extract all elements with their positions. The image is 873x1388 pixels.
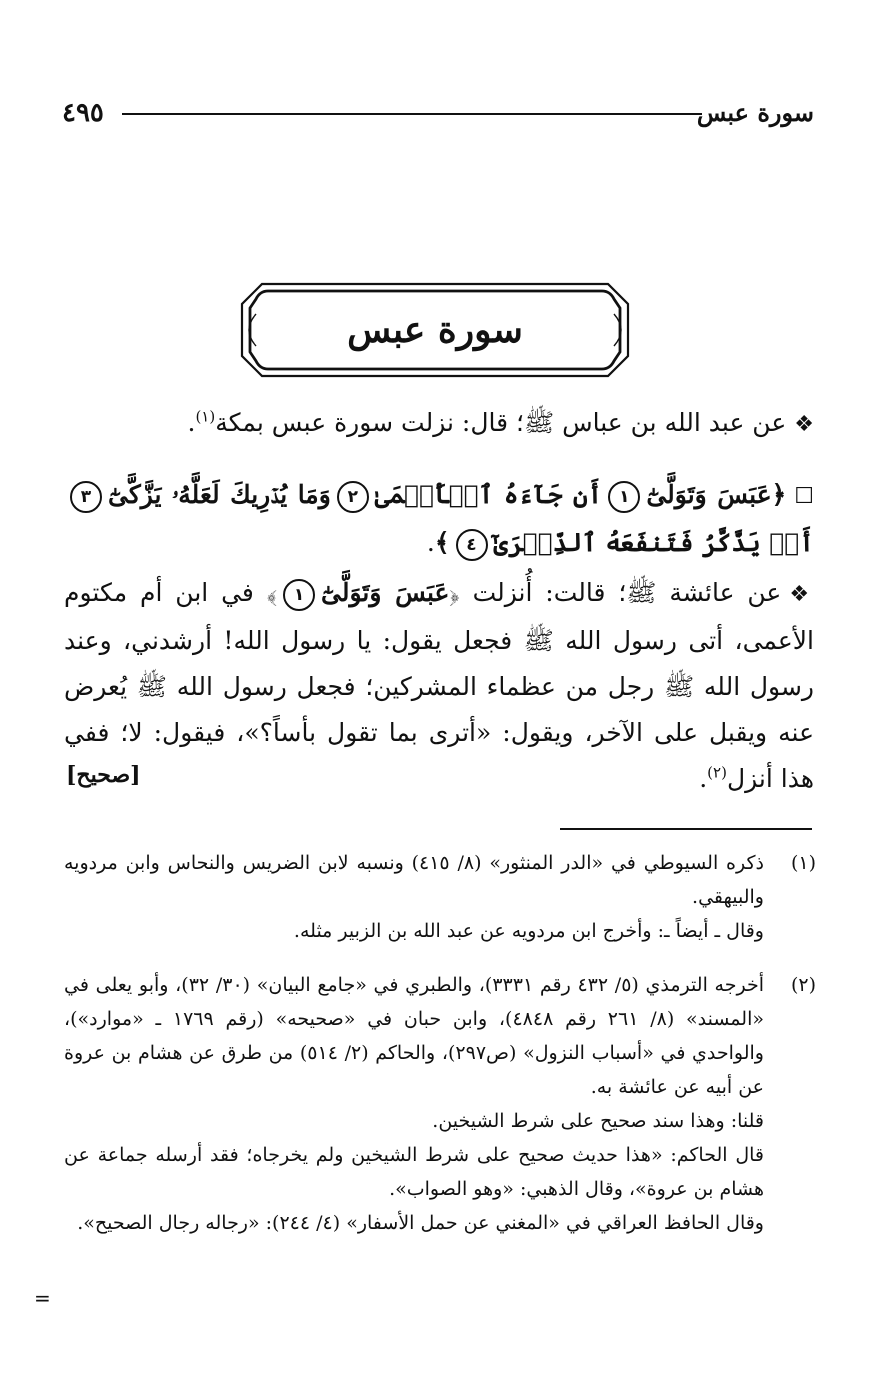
ayah-number-3: ٣	[70, 481, 102, 513]
continuation-mark: =	[34, 1286, 51, 1310]
narration-1-text: عن عبد الله بن عباس ﷺ؛ قال: نزلت سورة عبس بمكة	[215, 408, 787, 437]
footnote-2	[64, 968, 816, 1240]
running-title: سورة عبس	[696, 98, 814, 127]
ornate-open-bracket: ﴿	[771, 480, 787, 509]
ayah-number-1: ١	[608, 481, 640, 513]
narration-2: ❖عن عائشة ﷺ؛ قالت: أُنزلت ﴿عَبَسَ وَتَوَلَّىٰٓ١﴾ في ابن أم مكتوم الأعمى، أتى رسول الله ﷺ فجعل يقول: يا رسول الله! أرشدني، وعند رسول الله ﷺ رجل من عظماء المشركين؛ فجعل رسول الله ﷺ يُعرض عنه ويقبل على الآخر، ويقول: «أترى بما تقول بأساً؟»، فيقول: لا؛ ففي هذا أنزل$^{(٢)}$.	[64, 578, 814, 793]
surah-title-frame	[240, 282, 630, 378]
ayah-4: أَوۡ يَذَّكَّرُ فَتَنفَعَهُ ٱلذِّكۡرَىٰٓ	[493, 528, 814, 557]
footnote-1-line: وقال ـ أيضاً ـ: وأخرج ابن مردويه عن عبد الله بن الزبير مثله.	[293, 920, 764, 942]
surah-title: سورة عبس	[347, 309, 523, 351]
ayat-block: ☐﴿عَبَسَ وَتَوَلَّىٰٓ١أَن جَآءَهُ ٱلۡأَعۡمَىٰ٢وَمَا يُدۡرِيكَ لَعَلَّهُۥ يَزَّكَّىٰٓ٣أَوۡ يَذَّكَّرُ فَتَنفَعَهُ ٱلذِّكۡرَىٰٓ٤﴾.	[64, 472, 814, 566]
page-number: ٤٩٥	[62, 98, 104, 128]
ornate-close-bracket: ﴾	[434, 528, 450, 557]
footnote-1-number: (١)	[790, 852, 816, 874]
ayah-number-2: ٢	[337, 481, 369, 513]
footnote-2-line: وقال الحافظ العراقي في «المغني عن حمل الأسفار» (٤/ ٢٤٤): «رجاله رجال الصحيح».	[77, 1212, 764, 1234]
hadith-grade: [صحيح]	[66, 762, 141, 788]
square-bullet-icon: ☐	[794, 484, 814, 509]
ayah-2: أَن جَآءَهُ ٱلۡأَعۡمَىٰ	[374, 480, 603, 509]
footnote-rule	[560, 828, 812, 830]
diamond-bullet-icon: ❖	[794, 412, 814, 437]
ayah-3: وَمَا يُدۡرِيكَ لَعَلَّهُۥ يَزَّكَّىٰٓ	[108, 480, 331, 509]
page-header	[62, 96, 814, 130]
header-rule	[122, 113, 702, 115]
footnote-1-line: ذكره السيوطي في «الدر المنثور» (٨/ ٤١٥) ونسبه لابن الضريس والنحاس وابن مردويه والبيهقي.	[64, 852, 764, 908]
footnote-2-number: (٢)	[790, 974, 816, 996]
narration-2-quote: عَبَسَ وَتَوَلَّىٰٓ	[321, 578, 450, 607]
footnote-2-line: أخرجه الترمذي (٥/ ٤٣٢ رقم ٣٣٣١)، والطبري في «جامع البيان» (٣٠/ ٣٢)، وأبو يعلى في «المسند» (٨/ ٢٦١ رقم ٤٨٤٨)، وابن حبان في «صحيحه» (رقم ١٧٦٩ ـ «موارد»)، والواحدي في «أسباب النزول» (ص٢٩٧)، والحاكم (٢/ ٥١٤) من طرق عن هشام بن عروة عن أبيه عن عائشة به.	[64, 974, 764, 1098]
narration-2-lead: عن عائشة ﷺ؛ قالت: أُنزلت	[472, 578, 782, 607]
diamond-bullet-icon: ❖	[789, 582, 814, 607]
footnote-ref-1: (١)	[195, 407, 216, 426]
ayah-number-4: ٤	[456, 529, 488, 561]
narration-2-text: في ابن أم مكتوم الأعمى، أتى رسول الله ﷺ فجعل يقول: يا رسول الله! أرشدني، وعند رسول الله ﷺ رجل من عظماء المشركين؛ فجعل رسول الله ﷺ يُعرض عنه ويقبل على الآخر، ويقول: «أترى بما تقول بأساً؟»، فيقول: لا؛ ففي هذا أنزل	[64, 578, 814, 793]
footnote-2-line: قال الحاكم: «هذا حديث صحيح على شرط الشيخين ولم يخرجاه؛ فقد أرسله جماعة عن هشام بن عروة»، وقال الذهبي: «وهو الصواب».	[64, 1144, 764, 1200]
footnote-2-line: قلنا: وهذا سند صحيح على شرط الشيخين.	[432, 1110, 764, 1132]
footnote-1	[64, 846, 816, 948]
narration-1: ❖عن عبد الله بن عباس ﷺ؛ قال: نزلت سورة عبس بمكة$^{(١)}$.	[187, 407, 814, 437]
ayah-1: عَبَسَ وَتَوَلَّىٰٓ	[646, 480, 772, 509]
footnote-ref-2: (٢)	[707, 763, 727, 782]
narration-2-ayah-number: ١	[283, 579, 315, 611]
